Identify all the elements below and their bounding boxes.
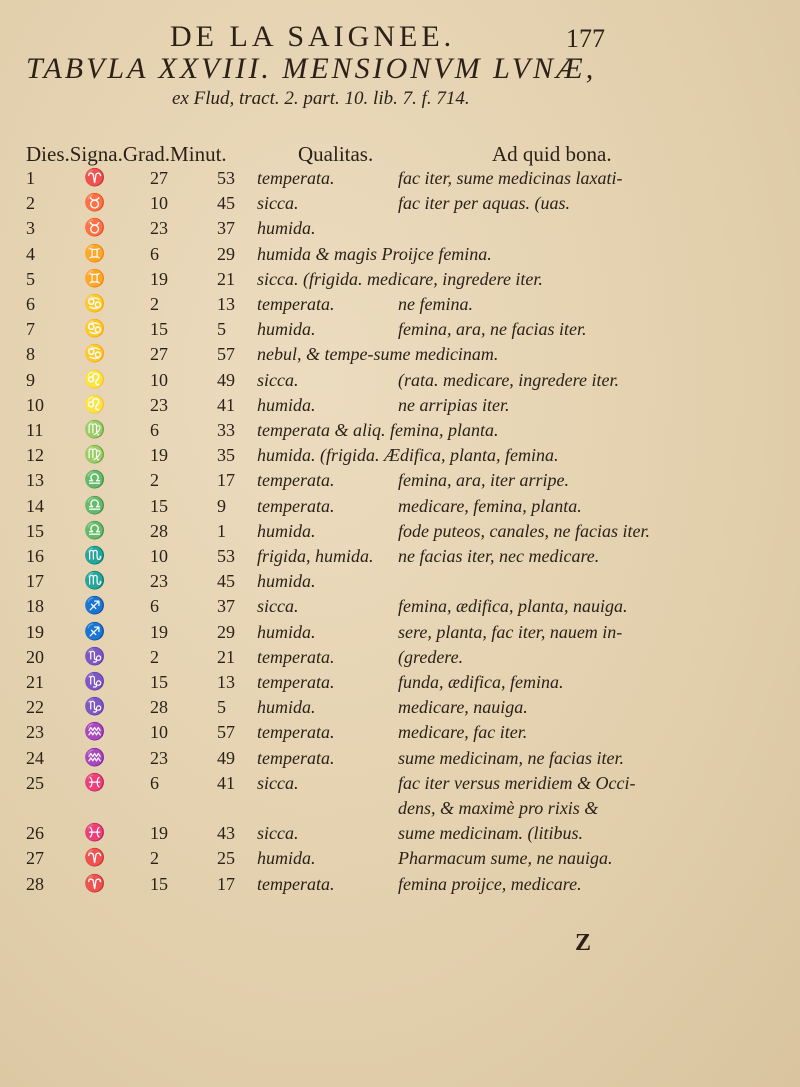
zodiac-sign-cell: ♐	[84, 596, 106, 616]
advice-cell: sume medicinam, ne facias iter.	[398, 747, 624, 768]
zodiac-sign-cell: ♑	[84, 646, 106, 666]
day-cell: 28	[26, 873, 44, 894]
minute-cell: 45	[217, 571, 235, 592]
quality-cell: humida.	[257, 621, 316, 642]
degree-cell: 28	[150, 697, 168, 718]
advice-cell: ne facias iter, nec medicare.	[398, 546, 600, 566]
minute-cell: 17	[217, 873, 235, 894]
quality-cell: temperata.	[257, 168, 335, 188]
minute-cell: 21	[217, 646, 235, 667]
table-row	[0, 748, 800, 770]
day-cell: 11	[26, 420, 44, 440]
degree-cell: 19	[150, 445, 168, 466]
day-cell: 12	[26, 445, 44, 466]
minute-cell: 33	[217, 420, 235, 440]
day-cell: 6	[26, 294, 35, 314]
zodiac-sign-cell: ♑	[84, 697, 106, 717]
quality-cell: sicca.	[257, 369, 299, 390]
degree-cell: 10	[150, 193, 168, 214]
table-row	[0, 823, 800, 845]
day-cell: 1	[26, 168, 35, 188]
quality-cell: sicca.	[257, 823, 299, 844]
zodiac-sign-cell: ♒	[84, 722, 106, 742]
quality-cell: humida.	[257, 520, 316, 541]
day-cell: 23	[26, 722, 44, 743]
minute-cell: 37	[217, 596, 235, 617]
minute-cell: 45	[217, 193, 235, 214]
quality-cell: humida.	[257, 571, 316, 592]
zodiac-sign-cell: ♌	[84, 369, 106, 389]
table-row	[0, 420, 800, 442]
day-cell: 24	[26, 747, 44, 768]
advice-cell: medicare, fac iter.	[398, 722, 528, 743]
quality-cell: humida.	[257, 319, 316, 340]
degree-cell: 23	[150, 218, 168, 239]
table-row	[0, 672, 800, 694]
table-row	[0, 596, 800, 618]
minute-cell: 29	[217, 621, 235, 642]
table-row	[0, 874, 800, 896]
day-cell: 5	[26, 268, 35, 289]
minute-cell: 49	[217, 747, 235, 768]
advice-cell: fac iter versus meridiem & Occi-	[398, 772, 636, 793]
minute-cell: 5	[217, 319, 226, 340]
quality-cell: temperata.	[257, 470, 335, 491]
day-cell: 15	[26, 520, 44, 541]
degree-cell: 27	[150, 168, 168, 188]
zodiac-sign-cell: ♓	[84, 772, 106, 792]
table-row	[0, 168, 800, 190]
zodiac-sign-cell: ♉	[84, 218, 106, 238]
advice-cell: femina proijce, medicare.	[398, 873, 582, 894]
table-title: TABVLA XXVIII. MENSIONVM LVNÆ,	[26, 52, 597, 85]
day-cell: 13	[26, 470, 44, 491]
degree-cell: 19	[150, 268, 168, 289]
minute-cell: 35	[217, 445, 235, 466]
degree-cell: 6	[150, 596, 159, 617]
table-row	[0, 546, 800, 568]
degree-cell: 6	[150, 772, 159, 793]
table-row	[0, 395, 800, 417]
quality-cell: humida & magis Proijce femina.	[257, 243, 492, 264]
zodiac-sign-cell: ♈	[84, 168, 106, 187]
quality-cell: humida.	[257, 218, 316, 239]
quality-cell: temperata.	[257, 672, 335, 692]
header-days-signs-grad-min: Dies.Signa.Grad.Minut.	[26, 142, 227, 166]
day-cell: 20	[26, 646, 44, 667]
quality-cell: nebul, & tempe-sume medicinam.	[257, 344, 499, 365]
minute-cell: 53	[217, 546, 235, 566]
zodiac-sign-cell: ♈	[84, 848, 106, 868]
day-cell: 27	[26, 848, 44, 869]
table-row	[0, 319, 800, 341]
advice-cell: femina, ara, iter arripe.	[398, 470, 569, 491]
table-row	[0, 269, 800, 291]
table-row	[0, 470, 800, 492]
table-row	[0, 244, 800, 266]
minute-cell: 43	[217, 823, 235, 844]
day-cell: 17	[26, 571, 44, 592]
advice-cell: (rata. medicare, ingredere iter.	[398, 369, 619, 390]
zodiac-sign-cell: ♐	[84, 621, 106, 641]
degree-cell: 19	[150, 621, 168, 642]
advice-cell: femina, ædifica, planta, nauiga.	[398, 596, 628, 617]
minute-cell: 53	[217, 168, 235, 188]
zodiac-sign-cell: ♎	[84, 470, 106, 490]
degree-cell: 6	[150, 420, 159, 440]
advice-cell: fac iter, sume medicinas laxati-	[398, 168, 623, 188]
day-cell: 7	[26, 319, 35, 340]
running-head: DE LA SAIGNEE.	[170, 20, 456, 53]
minute-cell: 57	[217, 722, 235, 743]
day-cell: 10	[26, 394, 44, 415]
advice-cell: fac iter per aquas. (uas.	[398, 193, 570, 214]
header-good-for: Ad quid bona.	[492, 142, 612, 166]
minute-cell: 25	[217, 848, 235, 869]
zodiac-sign-cell: ♋	[84, 319, 106, 339]
zodiac-sign-cell: ♑	[84, 672, 106, 691]
day-cell: 8	[26, 344, 35, 365]
degree-cell: 10	[150, 722, 168, 743]
degree-cell: 2	[150, 848, 159, 869]
degree-cell: 2	[150, 646, 159, 667]
day-cell: 16	[26, 546, 44, 566]
degree-cell: 10	[150, 546, 168, 566]
zodiac-sign-cell: ♋	[84, 294, 106, 313]
degree-cell: 23	[150, 394, 168, 415]
advice-cell: (gredere.	[398, 646, 464, 667]
minute-cell: 21	[217, 268, 235, 289]
advice-cell: Pharmacum sume, ne nauiga.	[398, 848, 613, 869]
table-row	[0, 697, 800, 719]
day-cell: 18	[26, 596, 44, 617]
day-cell: 3	[26, 218, 35, 239]
zodiac-sign-cell: ♍	[84, 445, 106, 465]
minute-cell: 9	[217, 495, 226, 516]
minute-cell: 5	[217, 697, 226, 718]
zodiac-sign-cell: ♎	[84, 520, 106, 540]
quality-cell: temperata & aliq. femina, planta.	[257, 420, 499, 440]
quality-cell: humida.	[257, 394, 316, 415]
degree-cell: 27	[150, 344, 168, 365]
advice-cell: ne arripias iter.	[398, 394, 510, 415]
quality-cell: sicca.	[257, 596, 299, 617]
quality-cell: sicca.	[257, 193, 299, 214]
table-row	[0, 294, 800, 316]
zodiac-sign-cell: ♋	[84, 344, 106, 364]
day-cell: 14	[26, 495, 44, 516]
zodiac-sign-cell: ♒	[84, 747, 106, 767]
zodiac-sign-cell: ♊	[84, 268, 106, 288]
zodiac-sign-cell: ♈	[84, 873, 106, 893]
zodiac-sign-cell: ♏	[84, 546, 106, 565]
degree-cell: 28	[150, 520, 168, 541]
quality-cell: humida.	[257, 848, 316, 869]
quality-cell: sicca.	[257, 772, 299, 793]
degree-cell: 23	[150, 571, 168, 592]
table-row	[0, 848, 800, 870]
minute-cell: 49	[217, 369, 235, 390]
table-row	[0, 571, 800, 593]
quality-cell: temperata.	[257, 873, 335, 894]
table-row	[0, 647, 800, 669]
table-row	[0, 773, 800, 795]
header-qualities: Qualitas.	[298, 142, 374, 166]
degree-cell: 23	[150, 747, 168, 768]
zodiac-sign-cell: ♓	[84, 823, 106, 843]
day-cell: 9	[26, 369, 35, 390]
zodiac-sign-cell: ♌	[84, 394, 106, 414]
degree-cell: 15	[150, 672, 168, 692]
zodiac-sign-cell: ♏	[84, 571, 106, 591]
minute-cell: 13	[217, 672, 235, 692]
quality-cell: humida.	[257, 697, 316, 718]
advice-cell: dens, & maximè pro rixis &	[398, 798, 599, 818]
table-row	[0, 521, 800, 543]
zodiac-sign-cell: ♍	[84, 420, 106, 439]
degree-cell: 15	[150, 873, 168, 894]
quality-cell: frigida, humida.	[257, 546, 374, 566]
minute-cell: 57	[217, 344, 235, 365]
advice-cell: femina, ara, ne facias iter.	[398, 319, 587, 340]
day-cell: 21	[26, 672, 44, 692]
advice-cell: fode puteos, canales, ne facias iter.	[398, 520, 650, 541]
page-number: 177	[566, 24, 605, 53]
day-cell: 4	[26, 243, 35, 264]
quality-cell: temperata.	[257, 646, 335, 667]
advice-cell: medicare, nauiga.	[398, 697, 528, 718]
degree-cell: 15	[150, 319, 168, 340]
minute-cell: 13	[217, 294, 235, 314]
degree-cell: 10	[150, 369, 168, 390]
quality-cell: temperata.	[257, 495, 335, 516]
source-reference: ex Flud, tract. 2. part. 10. lib. 7. f. 714.	[172, 88, 470, 109]
catchword-signature: Z	[575, 930, 592, 956]
degree-cell: 19	[150, 823, 168, 844]
zodiac-sign-cell: ♎	[84, 495, 106, 515]
minute-cell: 17	[217, 470, 235, 491]
degree-cell: 15	[150, 495, 168, 516]
advice-cell: sume medicinam. (litibus.	[398, 823, 583, 844]
table-row	[0, 722, 800, 744]
table-row	[0, 193, 800, 215]
day-cell: 19	[26, 621, 44, 642]
day-cell: 2	[26, 193, 35, 214]
table-row	[0, 622, 800, 644]
advice-cell: sere, planta, fac iter, nauem in-	[398, 621, 623, 642]
minute-cell: 37	[217, 218, 235, 239]
quality-cell: temperata.	[257, 747, 335, 768]
quality-cell: humida. (frigida. Ædifica, planta, femina.	[257, 445, 559, 466]
quality-cell: temperata.	[257, 722, 335, 743]
table-row	[0, 798, 800, 820]
degree-cell: 6	[150, 243, 159, 264]
advice-cell: medicare, femina, planta.	[398, 495, 582, 516]
quality-cell: sicca. (frigida. medicare, ingredere iter.	[257, 268, 543, 289]
minute-cell: 29	[217, 243, 235, 264]
table-row	[0, 496, 800, 518]
day-cell: 25	[26, 772, 44, 793]
day-cell: 26	[26, 823, 44, 844]
table-row	[0, 445, 800, 467]
advice-cell: funda, ædifica, femina.	[398, 672, 564, 692]
minute-cell: 41	[217, 772, 235, 793]
advice-cell: ne femina.	[398, 294, 473, 314]
day-cell: 22	[26, 697, 44, 718]
table-row	[0, 344, 800, 366]
minute-cell: 41	[217, 394, 235, 415]
quality-cell: temperata.	[257, 294, 335, 314]
table-row	[0, 218, 800, 240]
zodiac-sign-cell: ♊	[84, 243, 106, 263]
zodiac-sign-cell: ♉	[84, 193, 106, 213]
degree-cell: 2	[150, 470, 159, 491]
degree-cell: 2	[150, 294, 159, 314]
table-row	[0, 370, 800, 392]
minute-cell: 1	[217, 520, 226, 541]
